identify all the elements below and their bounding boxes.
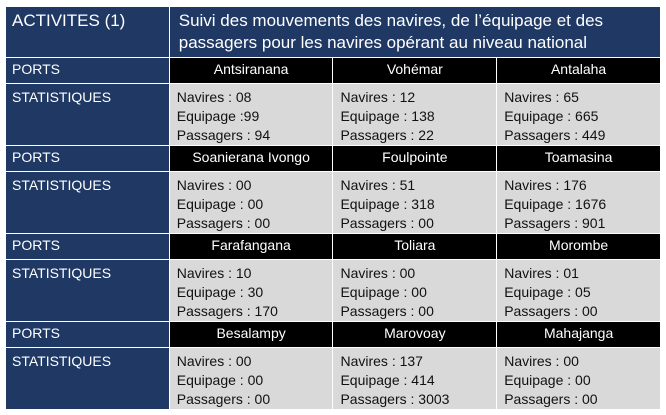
port-name: Antsiranana — [169, 58, 333, 84]
port-stats — [497, 172, 661, 234]
ports-row — [6, 58, 661, 84]
equipage-count: Equipage : 30 — [176, 284, 264, 300]
equipage-count: Equipage : 00 — [504, 372, 591, 388]
port-name: Toliara — [333, 234, 497, 260]
ports-label: PORTS — [6, 146, 170, 172]
header-row — [6, 7, 661, 58]
stats-label: STATISTIQUES — [6, 348, 170, 410]
port-stats — [169, 84, 333, 146]
port-name: Antalaha — [497, 58, 661, 84]
port-name: Vohémar — [333, 58, 497, 84]
port-stats — [169, 172, 333, 234]
stats-row — [6, 172, 661, 234]
equipage-count: Equipage : 00 — [176, 196, 264, 212]
passagers-count: Passagers : 00 — [176, 215, 271, 231]
navires-count: Navires : 176 — [504, 177, 587, 193]
ports-row — [6, 146, 661, 172]
passagers-count: Passagers : 94 — [176, 127, 271, 143]
passagers-count: Passagers : 901 — [504, 215, 606, 231]
port-name: Farafangana — [169, 234, 333, 260]
passagers-count: Passagers : 449 — [504, 127, 606, 143]
port-name: Besalampy — [169, 322, 333, 348]
ports-label: PORTS — [6, 58, 170, 84]
equipage-count: Equipage : 138 — [340, 108, 435, 124]
equipage-count: Equipage :99 — [176, 108, 260, 124]
port-stats — [169, 348, 333, 410]
ports-row — [6, 234, 661, 260]
port-stats — [497, 260, 661, 322]
passagers-count: Passagers : 00 — [504, 303, 598, 319]
passagers-count: Passagers : 00 — [340, 215, 434, 231]
equipage-count: Equipage : 1676 — [504, 196, 607, 212]
navires-count: Navires : 00 — [340, 265, 416, 281]
stats-label: STATISTIQUES — [6, 260, 170, 322]
navires-count: Navires : 65 — [504, 89, 579, 105]
stats-label: STATISTIQUES — [6, 84, 170, 146]
stats-row — [6, 260, 661, 322]
activities-label: ACTIVITES (1) — [6, 7, 170, 58]
equipage-count: Equipage : 00 — [340, 284, 427, 300]
passagers-count: Passagers : 00 — [176, 391, 271, 407]
passagers-count: Passagers : 00 — [504, 391, 598, 407]
navires-count: Navires : 51 — [340, 177, 416, 193]
navires-count: Navires : 12 — [340, 89, 416, 105]
navires-count: Navires : 10 — [176, 265, 252, 281]
navires-count: Navires : 01 — [504, 265, 579, 281]
port-name: Marovoay — [333, 322, 497, 348]
port-stats — [497, 84, 661, 146]
port-name: Toamasina — [497, 146, 661, 172]
port-stats — [333, 172, 497, 234]
passagers-count: Passagers : 00 — [340, 303, 434, 319]
passagers-count: Passagers : 170 — [176, 303, 278, 319]
port-stats — [333, 260, 497, 322]
navires-count: Navires : 00 — [504, 353, 579, 369]
table-title: Suivi des mouvements des navires, de l’équipage et des passagers pour les navires opérant au niveau national — [169, 7, 660, 58]
navires-count: Navires : 08 — [176, 89, 252, 105]
port-activity-table — [5, 6, 661, 410]
navires-count: Navires : 00 — [176, 177, 252, 193]
stats-label: STATISTIQUES — [6, 172, 170, 234]
equipage-count: Equipage : 665 — [504, 108, 599, 124]
passagers-count: Passagers : 3003 — [340, 391, 450, 407]
ports-label: PORTS — [6, 234, 170, 260]
port-stats — [497, 348, 661, 410]
equipage-count: Equipage : 05 — [504, 284, 591, 300]
port-name: Morombe — [497, 234, 661, 260]
ports-row — [6, 322, 661, 348]
navires-count: Navires : 137 — [340, 353, 423, 369]
port-stats — [333, 348, 497, 410]
navires-count: Navires : 00 — [176, 353, 252, 369]
equipage-count: Equipage : 318 — [340, 196, 435, 212]
equipage-count: Equipage : 00 — [176, 372, 264, 388]
stats-row — [6, 348, 661, 410]
port-name: Mahajanga — [497, 322, 661, 348]
port-stats — [333, 84, 497, 146]
equipage-count: Equipage : 414 — [340, 372, 435, 388]
port-name: Foulpointe — [333, 146, 497, 172]
ports-label: PORTS — [6, 322, 170, 348]
port-name: Soanierana Ivongo — [169, 146, 333, 172]
port-stats — [169, 260, 333, 322]
stats-row — [6, 84, 661, 146]
passagers-count: Passagers : 22 — [340, 127, 434, 143]
